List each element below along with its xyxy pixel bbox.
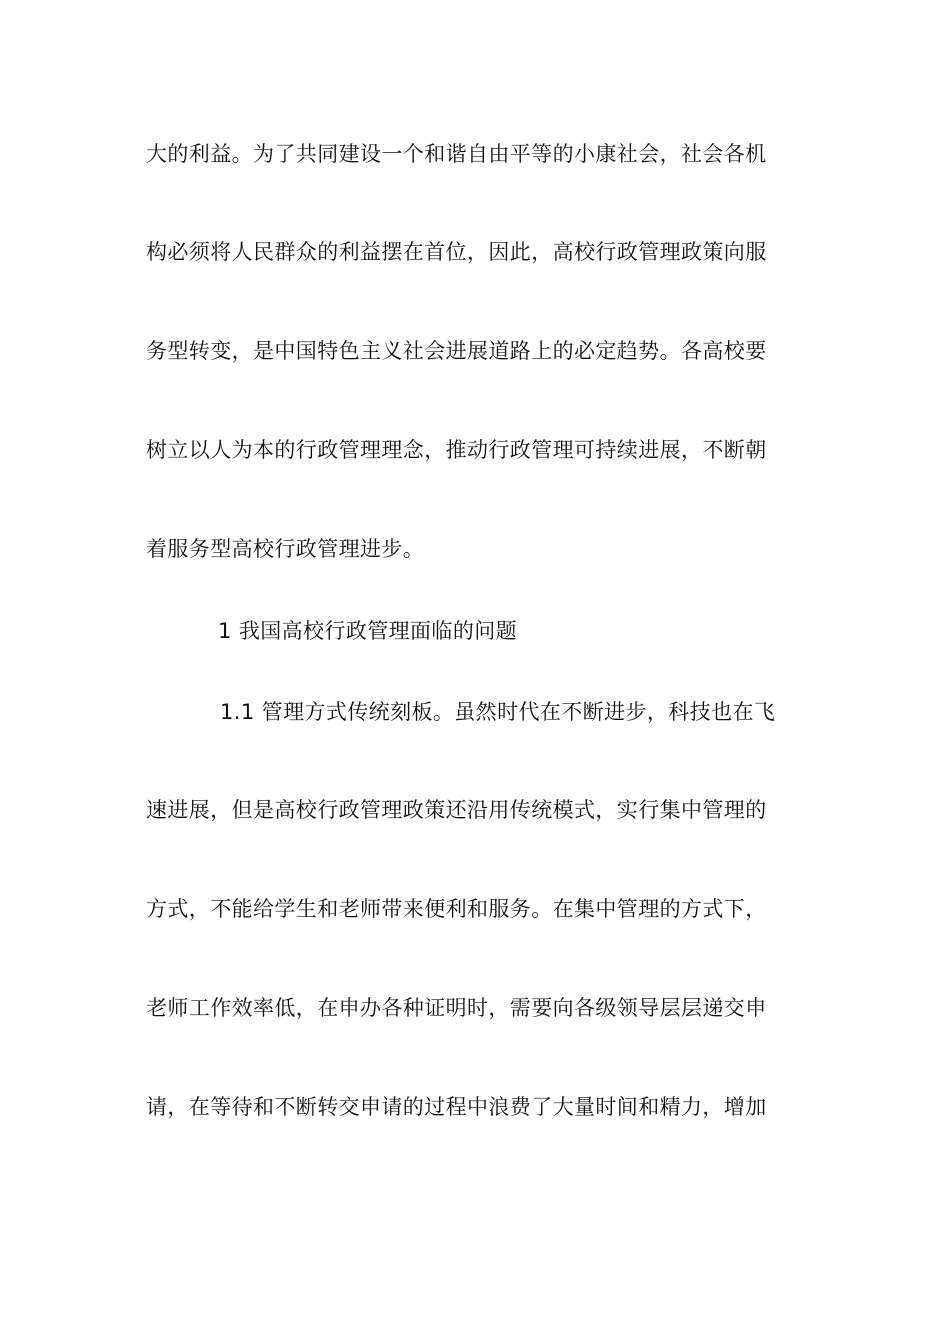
paragraph-line: 方式，不能给学生和老师带来便利和服务。在集中管理的方式下， [146, 897, 767, 921]
paragraph-line: 老师工作效率低，在申办各种证明时，需要向各级领导层层递交申 [146, 996, 767, 1020]
paragraph-line: 着服务型高校行政管理进步。 [146, 537, 425, 561]
paragraph-line: 务型转变，是中国特色主义社会进展道路上的必定趋势。各高校要 [146, 339, 767, 363]
paragraph-line: 1.1 管理方式传统刻板。虽然时代在不断进步，科技也在飞 [220, 700, 776, 724]
paragraph-line: 构必须将人民群众的利益摆在首位，因此，高校行政管理政策向服 [146, 240, 767, 264]
paragraph-line: 请，在等待和不断转交申请的过程中浪费了大量时间和精力，增加 [146, 1095, 767, 1119]
paragraph-line: 速进展，但是高校行政管理政策还沿用传统模式，实行集中管理的 [146, 798, 767, 822]
paragraph-line: 大的利益。为了共同建设一个和谐自由平等的小康社会，社会各机 [146, 142, 767, 166]
paragraph-line: 树立以人为本的行政管理理念，推动行政管理可持续进展，不断朝 [146, 438, 767, 462]
section-heading: 1 我国高校行政管理面临的问题 [218, 619, 518, 643]
